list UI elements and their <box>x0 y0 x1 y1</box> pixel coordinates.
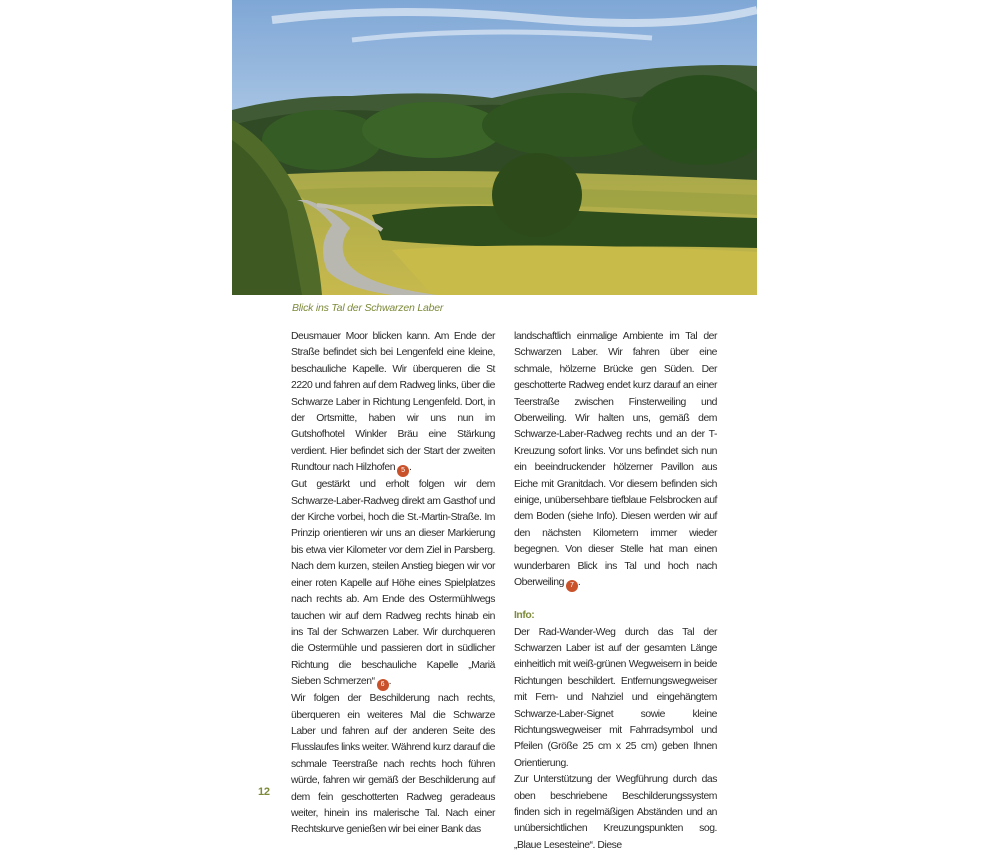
landscape-photo <box>232 0 757 295</box>
route-marker-badge: 5 <box>397 465 409 477</box>
paragraph: Gut gestärkt und erholt folgen wir dem Schwarze-Laber-Radweg direkt am Gasthof und der Kirche vorbei, hoch die St.-Martin-Straße. Im Prinzip orientieren wir uns an dieser Markierung bis etwa vier Kilometer vor dem Ziel in Parsberg. Nach dem kurzen, steilen Anstieg biegen wir vor einer roten Kapelle auf Höhe eines Spielplatzes nach rechts ab. Am Ende des Ostermühlwegs tauchen wir auf dem Radweg rechts hinab ein ins Tal der Schwarzen Laber. Wir durchqueren die Ostermühle und passieren dort in südlicher Richtung die beschauliche Kapelle „Mariä Sieben Schmerzen“ 6 . <box>291 477 495 691</box>
photo-caption: Blick ins Tal der Schwarzen Laber <box>292 302 444 314</box>
route-marker-badge: 7 <box>566 580 578 592</box>
valley-landscape-illustration <box>232 0 757 295</box>
text-column-left <box>291 329 495 839</box>
route-marker-badge: 6 <box>377 679 389 691</box>
paragraph-text: Gut gestärkt und erholt folgen wir dem Schwarze-Laber-Radweg direkt am Gasthof und der Kirche vorbei, hoch die St.-Martin-Straße. Im Prinzip orientieren wir uns an dieser Markierung bis etwa vier Kilometer vor dem Ziel in Parsberg. Nach dem kurzen, steilen Anstieg biegen wir vor einer roten Kapelle auf Höhe eines Spielplatzes nach rechts ab. Am Ende des Ostermühlwegs tauchen wir auf dem Radweg rechts hinab ein ins Tal der Schwarzen Laber. Wir durchqueren die Ostermühle und passieren dort in südlicher Richtung die beschauliche Kapelle „Mariä Sieben Schmerzen“ <box>291 479 495 688</box>
info-paragraph: Zur Unterstützung der Wegführung durch das oben beschriebene Beschilderungssystem finden sich in regelmäßigen Abständen und an unübersichtlichen Kreuzungspunkten sog. „Blaue Lesesteine“. Diese <box>514 774 717 851</box>
paragraph: landschaftlich einmalige Ambiente im Tal der Schwarzen Laber. Wir fahren über eine schmale, hölzerne Brücke gen Süden. Der geschotterte Radweg endet kurz darauf an einer Teerstraße zwischen Finsterweiling und Oberweiling. Wir halten uns, gemäß dem Schwarze-Laber-Radweg rechts und an der T-Kreuzung sofort links. Vor uns befindet sich nun ein beeindruckender hölzerner Pavillon aus Eiche mit Granitdach. Vor diesem befinden sich einige, unübersehbare tiefblaue Felsbrocken auf dem Boden (siehe Info). Diesen werden wir auf den nächsten Kilometern immer wieder begegnen. Von dieser Stelle hat man einen wunderbaren Blick ins Tal und hoch nach Oberweiling 7 . <box>514 329 717 592</box>
text-column-right <box>514 329 717 854</box>
paragraph-text: landschaftlich einmalige Ambiente im Tal der Schwarzen Laber. Wir fahren über eine schmale, hölzerne Brücke gen Süden. Der geschotterte Radweg endet kurz darauf an einer Teerstraße zwischen Finsterweiling und Oberweiling. Wir halten uns, gemäß dem Schwarze-Laber-Radweg rechts und an der T-Kreuzung sofort links. Vor uns befindet sich nun ein beeindruckender hölzerner Pavillon aus Eiche mit Granitdach. Vor diesem befinden sich einige, unübersehbare tiefblaue Felsbrocken auf dem Boden (siehe Info). Diesen werden wir auf den nächsten Kilometern immer wieder begegnen. Von dieser Stelle hat man einen wunderbaren Blick ins Tal und hoch nach Oberweiling <box>514 331 717 589</box>
paragraph: Deusmauer Moor blicken kann. Am Ende der Straße befindet sich bei Lengenfeld eine kleine, beschauliche Kapelle. Wir überqueren die St 2220 und fahren auf dem Radweg links, über die Schwarze Laber in Richtung Lengenfeld. Dort, in der Ortsmitte, haben wir uns nun im Gutshofhotel Winkler Bräu eine Stärkung verdient. Hier befindet sich der Start der zweiten Rundtour nach Hilzhofen 5 . <box>291 329 495 477</box>
paragraph: Wir folgen der Beschilderung nach rechts, überqueren ein weiteres Mal die Schwarze Laber und fahren auf der anderen Seite des Flusslaufes links weiter. Während kurz darauf die schmale Teerstraße nach rechts hoch führen würde, fahren wir gemäß der Beschilderung auf dem fein geschotterten Radweg geradeaus weiter, hinein ins malerische Tal. Nach einer Rechtskurve genießen wir bei einer Bank das <box>291 693 495 836</box>
paragraph-text: Deusmauer Moor blicken kann. Am Ende der Straße befindet sich bei Lengenfeld eine kleine, beschauliche Kapelle. Wir überqueren die St 2220 und fahren auf dem Radweg links, über die Schwarze Laber in Richtung Lengenfeld. Dort, in der Ortsmitte, haben wir uns nun im Gutshofhotel Winkler Bräu eine Stärkung verdient. Hier befindet sich der Start der zweiten Rundtour nach Hilzhofen <box>291 331 495 474</box>
info-paragraph: Der Rad-Wander-Weg durch das Tal der Schwarzen Laber ist auf der gesamten Länge einheitlich mit weiß-grünen Wegweisern in beide Richtungen beschildert. Entfernungswegweiser mit Fern- und Nahziel und eingehängtem Schwarze-Laber-Signet sowie kleine Richtungswegweiser mit Fahrradsymbol und Pfeilen (Größe 25 cm x 25 cm) geben Ihnen Orientierung. <box>514 626 717 769</box>
info-heading: Info: <box>514 610 535 622</box>
page-number: 12 <box>258 786 270 798</box>
